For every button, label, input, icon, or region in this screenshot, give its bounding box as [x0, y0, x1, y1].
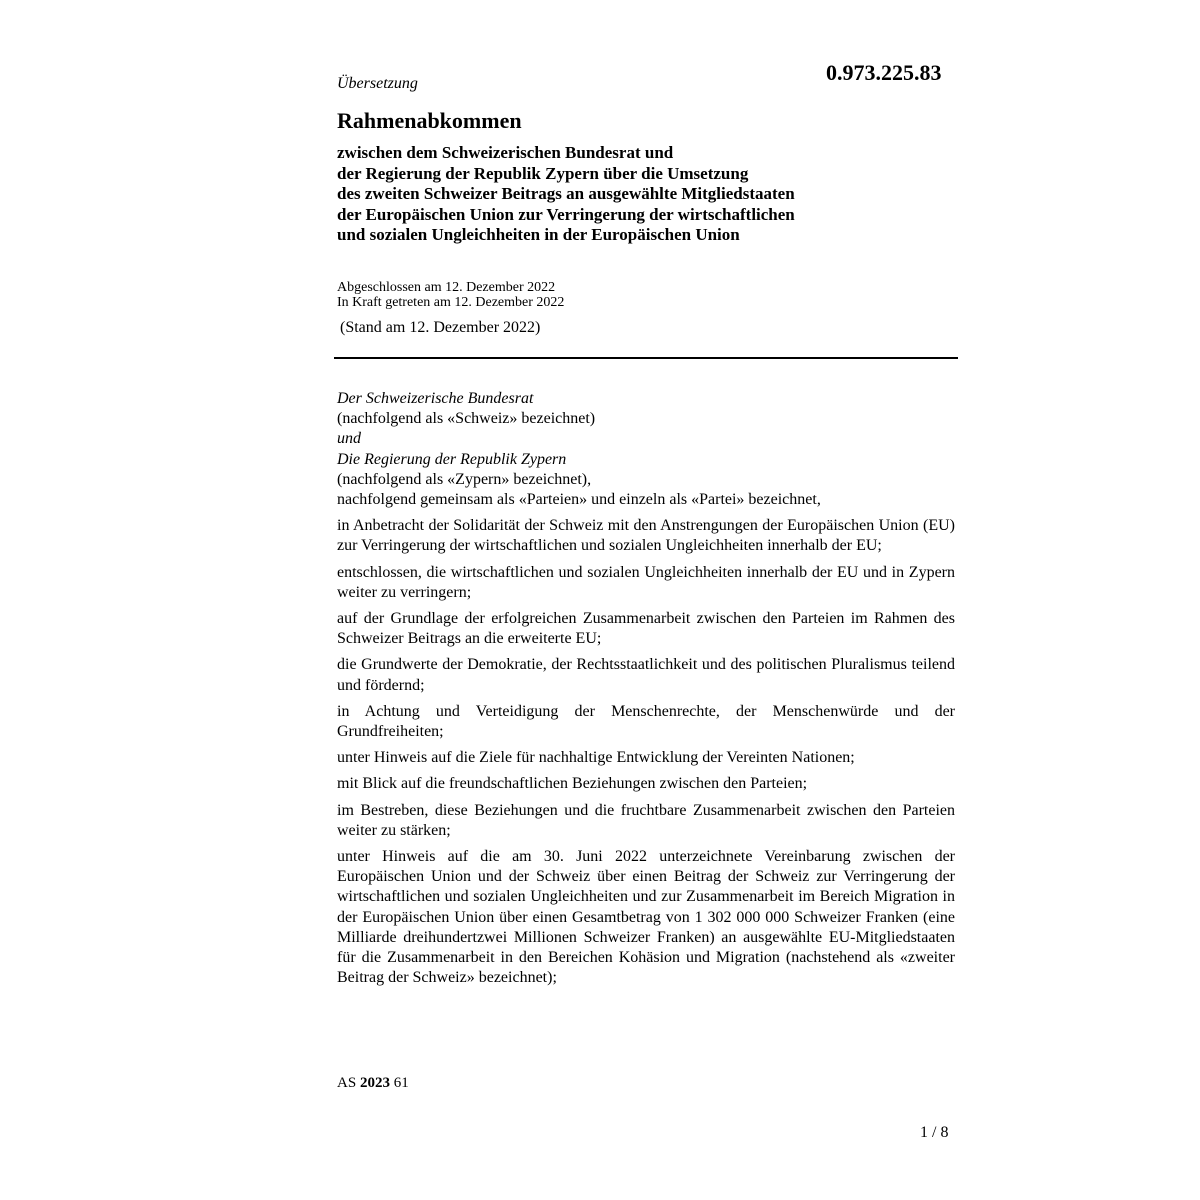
- subtitle-line: des zweiten Schweizer Beitrags an ausgewählte Mitgliedstaaten: [337, 184, 795, 203]
- subtitle-line: der Europäischen Union zur Verringerung der wirtschaftlichen: [337, 204, 795, 224]
- joint-note: nachfolgend gemeinsam als «Parteien» und einzeln als «Partei» bezeichnet,: [337, 491, 821, 509]
- recital: unter Hinweis auf die am 30. Juni 2022 unterzeichnete Vereinbarung zwischen der Europäischen Union und der Schweiz über einen Beitrag der Schweiz zur Verringerung der wirtschaftlichen und sozialen Ungleichheiten und zur Zusammenarbeit im Bereich Migration in der Europäischen Union über einen Gesamtbetrag von 1 302 000 000 Schweizer Franken (eine Milliarde dreihundertzwei Millionen Schweizer Franken) an ausgewählte EU-Mitgliedstaaten für die Zusammenarbeit in den Bereichen Kohäsion und Migration (nachstehend als «zweiter Beitrag der Schweiz» bezeichnet);: [337, 848, 955, 987]
- recital: in Achtung und Verteidigung der Menschenrechte, der Menschenwürde und der Grundfreiheiten;: [337, 702, 955, 741]
- recital: entschlossen, die wirtschaftlichen und sozialen Ungleichheiten innerhalb der EU und in Zypern weiter zu verringern;: [337, 563, 955, 601]
- preamble: [337, 389, 955, 994]
- party-2-note: (nachfolgend als «Zypern» bezeichnet),: [337, 470, 592, 488]
- recital: in Anbetracht der Solidarität der Schweiz mit den Anstrengungen der Europäischen Union (EU) zur Verringerung der wirtschaftlichen und sozialen Ungleichheiten innerhalb der EU;: [337, 517, 955, 555]
- recital: auf der Grundlage der erfolgreichen Zusammenarbeit zwischen den Parteien im Rahmen des Schweizer Beitrags an die erweiterte EU;: [337, 610, 955, 648]
- party-1: Der Schweizerische Bundesrat: [337, 390, 534, 407]
- concluded-date: Abgeschlossen am 12. Dezember 2022: [337, 280, 556, 295]
- document-title: Rahmenabkommen: [337, 108, 522, 133]
- in-force-date: In Kraft getreten am 12. Dezember 2022: [337, 295, 565, 310]
- as-page: 61: [393, 1075, 409, 1091]
- parties-block: [337, 389, 955, 510]
- conjunction: und: [337, 430, 361, 448]
- recital: unter Hinweis auf die Ziele für nachhaltige Entwicklung der Vereinten Nationen;: [337, 749, 855, 767]
- as-year: 2023: [359, 1075, 390, 1091]
- as-prefix: AS: [337, 1075, 357, 1091]
- subtitle-line: und sozialen Ungleichheiten in der Europäischen Union: [337, 225, 740, 244]
- date-info: [337, 280, 564, 310]
- translation-label: Übersetzung: [337, 75, 418, 92]
- official-compilation-ref: [337, 1075, 409, 1092]
- party-1-note: (nachfolgend als «Schweiz» bezeichnet): [337, 410, 596, 428]
- document-subtitle: [337, 143, 957, 246]
- recital: die Grundwerte der Demokratie, der Rechtsstaatlichkeit und des politischen Pluralismus teilend und fördernd;: [337, 656, 955, 694]
- sr-number: 0.973.225.83: [826, 60, 942, 85]
- party-2: Die Regierung der Republik Zypern: [337, 450, 567, 468]
- divider: [334, 357, 958, 359]
- subtitle-line: der Regierung der Republik Zypern über die Umsetzung: [337, 163, 749, 183]
- page-indicator: 1 / 8: [920, 1124, 949, 1141]
- status-date: (Stand am 12. Dezember 2022): [340, 319, 541, 336]
- recital: mit Blick auf die freundschaftlichen Beziehungen zwischen den Parteien;: [337, 775, 808, 793]
- subtitle-line: zwischen dem Schweizerischen Bundesrat und: [337, 143, 674, 162]
- recital: im Bestreben, diese Beziehungen und die fruchtbare Zusammenarbeit zwischen den Parteien weiter zu stärken;: [337, 801, 955, 839]
